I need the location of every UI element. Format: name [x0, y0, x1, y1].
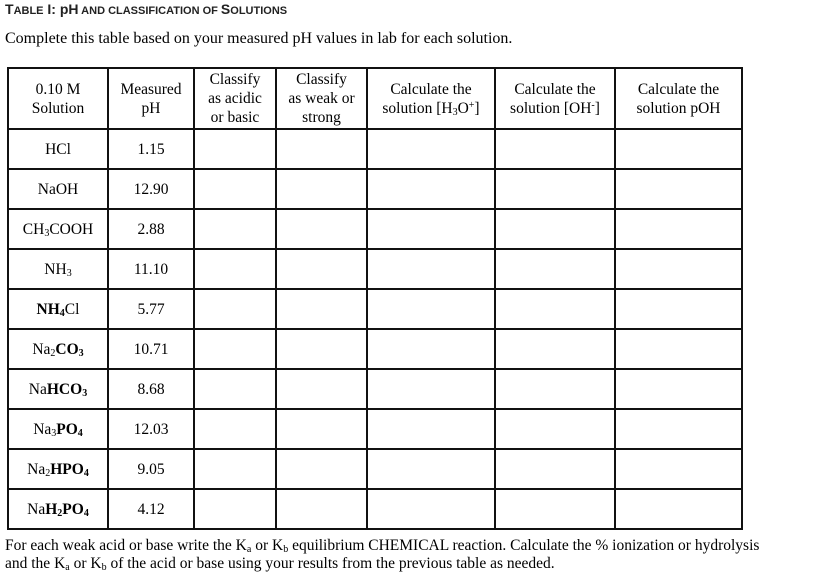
poh-input[interactable] — [615, 489, 742, 529]
poh-input[interactable] — [615, 449, 742, 489]
weak-strong-input[interactable] — [276, 489, 367, 529]
oh-input[interactable] — [495, 369, 615, 409]
solution-cell: HCl — [8, 129, 108, 169]
table-row — [8, 169, 742, 209]
ph-classification-table — [7, 67, 743, 530]
acidic-basic-input[interactable] — [194, 249, 276, 289]
h3o-input[interactable] — [367, 289, 495, 329]
ph-cell: 12.03 — [108, 409, 194, 449]
h3o-input[interactable] — [367, 449, 495, 489]
ph-cell: 9.05 — [108, 449, 194, 489]
h3o-input[interactable] — [367, 209, 495, 249]
oh-input[interactable] — [495, 289, 615, 329]
poh-input[interactable] — [615, 169, 742, 209]
h3o-input[interactable] — [367, 409, 495, 449]
weak-strong-input[interactable] — [276, 129, 367, 169]
header-row — [8, 68, 742, 129]
oh-input[interactable] — [495, 249, 615, 289]
poh-input[interactable] — [615, 249, 742, 289]
ph-cell: 8.68 — [108, 369, 194, 409]
acidic-basic-input[interactable] — [194, 209, 276, 249]
follow-up-instructions: For each weak acid or base write the $K_a$ or $K_b$ equilibrium CHEMICAL reaction. Calculate the % ionization or hydrolysis and the $K_a$ or $K_b$ of the acid or base using your results from the previous table as needed. — [5, 537, 760, 573]
header-weak-strong: Classify as weak or strong — [276, 68, 367, 129]
oh-input[interactable] — [495, 329, 615, 369]
acidic-basic-input[interactable] — [194, 489, 276, 529]
poh-input[interactable] — [615, 129, 742, 169]
table-row — [8, 289, 742, 329]
poh-input[interactable] — [615, 329, 742, 369]
solution-cell: $CH_3COOH$ — [8, 209, 108, 249]
solution-cell: $NH_3$ — [8, 249, 108, 289]
weak-strong-input[interactable] — [276, 249, 367, 289]
solution-cell: $Na_3PO_4$ — [8, 409, 108, 449]
table-row — [8, 209, 742, 249]
poh-input[interactable] — [615, 409, 742, 449]
table-row — [8, 369, 742, 409]
h3o-input[interactable] — [367, 329, 495, 369]
table-row — [8, 329, 742, 369]
ph-cell: 12.90 — [108, 169, 194, 209]
weak-strong-input[interactable] — [276, 449, 367, 489]
oh-input[interactable] — [495, 209, 615, 249]
acidic-basic-input[interactable] — [194, 409, 276, 449]
solution-cell: $Na_2CO_3$ — [8, 329, 108, 369]
poh-input[interactable] — [615, 209, 742, 249]
ph-cell: 2.88 — [108, 209, 194, 249]
oh-input[interactable] — [495, 129, 615, 169]
ph-cell: 4.12 — [108, 489, 194, 529]
weak-strong-input[interactable] — [276, 169, 367, 209]
oh-input[interactable] — [495, 489, 615, 529]
header-h3o: Calculate the solution $[H_3O^+]$ — [367, 68, 495, 129]
oh-input[interactable] — [495, 409, 615, 449]
instructions-text: Complete this table based on your measured pH values in lab for each solution. — [5, 30, 513, 47]
ph-cell: 5.77 — [108, 289, 194, 329]
table-title: TABLE I: pH AND CLASSIFICATION OF SOLUTIONS — [5, 1, 288, 17]
table-row — [8, 129, 742, 169]
solution-cell: NaHCO$_3$ — [8, 369, 108, 409]
weak-strong-input[interactable] — [276, 369, 367, 409]
acidic-basic-input[interactable] — [194, 169, 276, 209]
solution-cell: $Na_2HPO_4$ — [8, 449, 108, 489]
acidic-basic-input[interactable] — [194, 369, 276, 409]
weak-strong-input[interactable] — [276, 329, 367, 369]
header-solution: 0.10 M Solution — [8, 68, 108, 129]
poh-input[interactable] — [615, 289, 742, 329]
table-row — [8, 449, 742, 489]
h3o-input[interactable] — [367, 249, 495, 289]
h3o-input[interactable] — [367, 169, 495, 209]
acidic-basic-input[interactable] — [194, 289, 276, 329]
weak-strong-input[interactable] — [276, 409, 367, 449]
header-oh: Calculate the solution [OH-] — [495, 68, 615, 129]
table-row — [8, 409, 742, 449]
ph-cell: 11.10 — [108, 249, 194, 289]
header-measured-ph: Measured pH — [108, 68, 194, 129]
acidic-basic-input[interactable] — [194, 129, 276, 169]
weak-strong-input[interactable] — [276, 289, 367, 329]
ph-cell: 1.15 — [108, 129, 194, 169]
oh-input[interactable] — [495, 169, 615, 209]
weak-strong-input[interactable] — [276, 209, 367, 249]
h3o-input[interactable] — [367, 369, 495, 409]
header-acidic-basic: Classify as acidic or basic — [194, 68, 276, 129]
acidic-basic-input[interactable] — [194, 449, 276, 489]
h3o-input[interactable] — [367, 129, 495, 169]
solution-cell: $NH_4Cl$ — [8, 289, 108, 329]
poh-input[interactable] — [615, 369, 742, 409]
table-row — [8, 489, 742, 529]
acidic-basic-input[interactable] — [194, 329, 276, 369]
solution-cell: $NaH_2PO_4$ — [8, 489, 108, 529]
ph-cell: 10.71 — [108, 329, 194, 369]
h3o-input[interactable] — [367, 489, 495, 529]
header-poh: Calculate the solution pOH — [615, 68, 742, 129]
oh-input[interactable] — [495, 449, 615, 489]
table-row — [8, 249, 742, 289]
solution-cell: NaOH — [8, 169, 108, 209]
